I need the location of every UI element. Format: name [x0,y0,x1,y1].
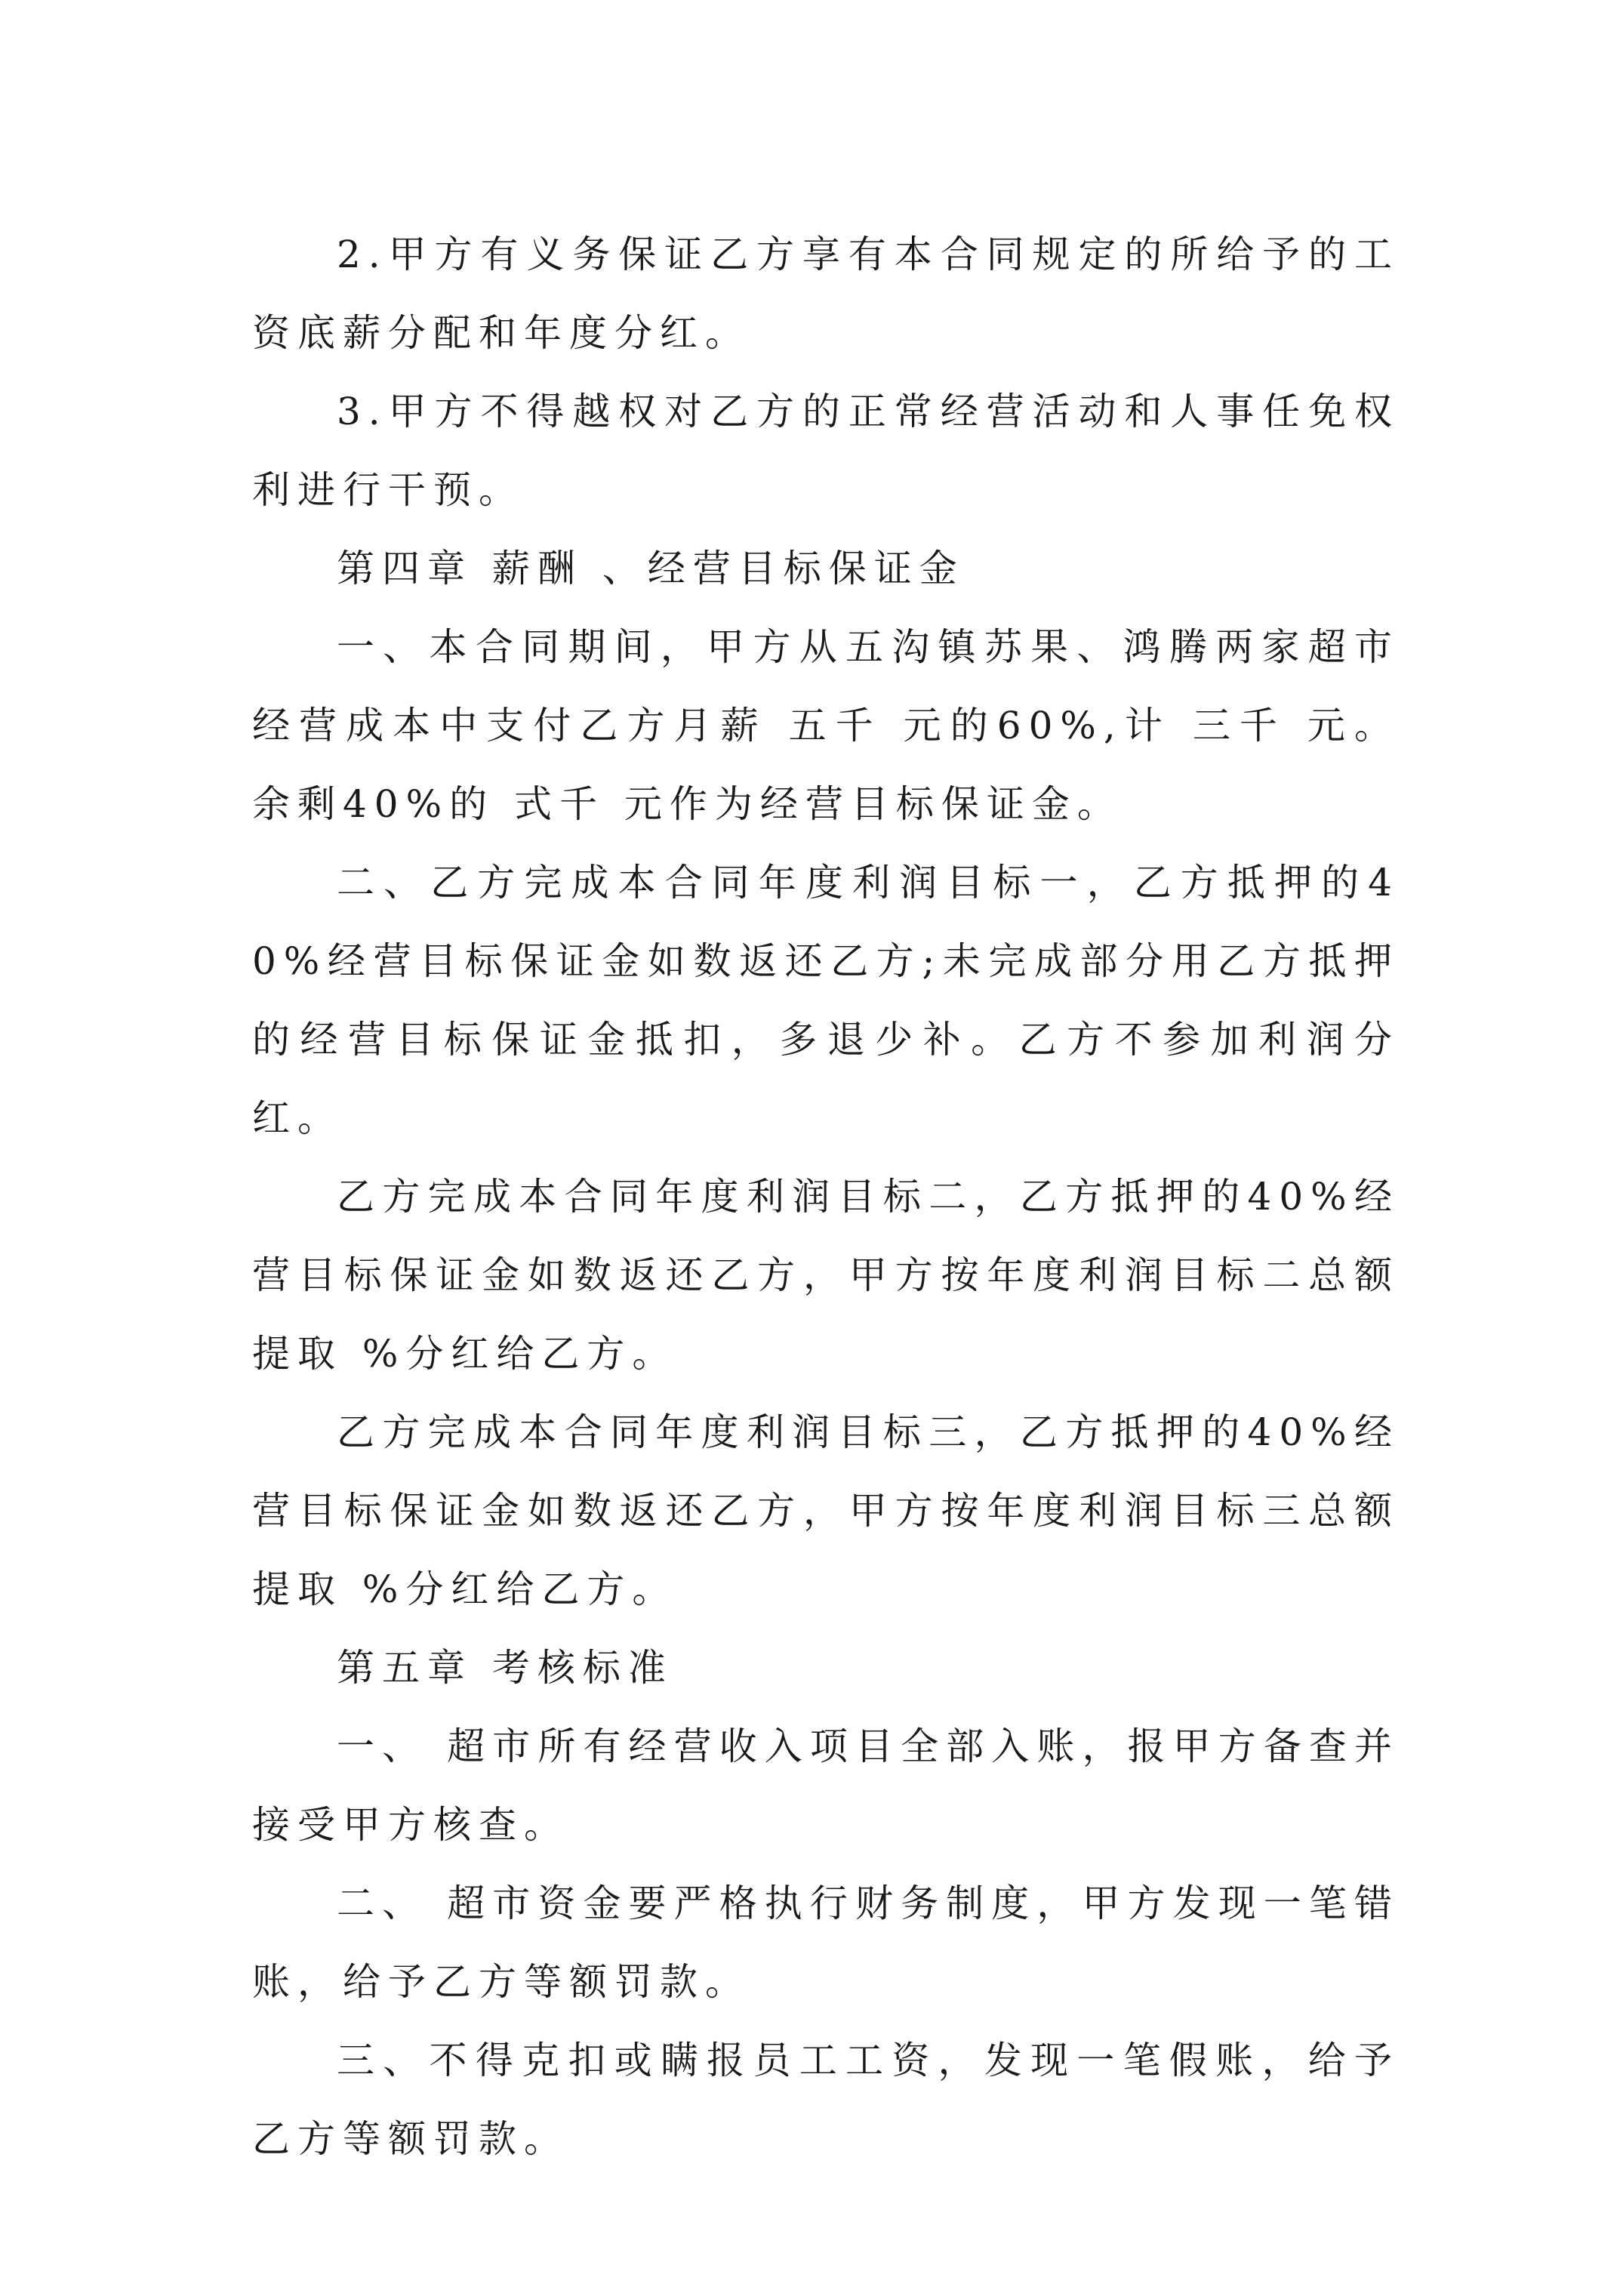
chapter-5-section-3: 三、不得克扣或瞒报员工工资，发现一笔假账，给予乙方等额罚款。 [252,2039,1400,2161]
chapter-4-section-1: 一、本合同期间，甲方从五沟镇苏果、鸿腾两家超市经营成本中支付乙方月薪 五千 元的60%,计 三千 元。余剩40%的 式千 元作为经营目标保证金。 [252,625,1400,826]
chapter-4-heading: 第四章 薪酬 、经营目标保证金 [337,547,965,590]
clause-2-obligation-salary: 2.甲方有义务保证乙方享有本合同规定的所给予的工资底薪分配和年度分红。 [252,233,1400,355]
chapter-5-heading: 第五章 考核标准 [337,1646,673,1690]
chapter-5-section-2: 二、 超市资金要严格执行财务制度，甲方发现一笔错账，给予乙方等额罚款。 [252,1881,1400,2004]
document-body [252,215,1400,2178]
chapter-5-section-1: 一、 超市所有经营收入项目全部入账，报甲方备查并接受甲方核查。 [252,1724,1400,1847]
clause-3-no-interference: 3.甲方不得越权对乙方的正常经营活动和人事任免权利进行干预。 [252,390,1400,512]
profit-target-2-paragraph: 乙方完成本合同年度利润目标二，乙方抵押的40%经营目标保证金如数返还乙方，甲方按年度利润目标二总额提取 %分红给乙方。 [252,1175,1400,1376]
profit-target-3-paragraph: 乙方完成本合同年度利润目标三，乙方抵押的40%经营目标保证金如数返还乙方，甲方按年度利润目标三总额提取 %分红给乙方。 [252,1410,1400,1611]
chapter-4-section-2: 二、乙方完成本合同年度利润目标一，乙方抵押的40%经营目标保证金如数返还乙方;未完成部分用乙方抵押的经营目标保证金抵扣，多退少补。乙方不参加利润分红。 [252,861,1400,1140]
